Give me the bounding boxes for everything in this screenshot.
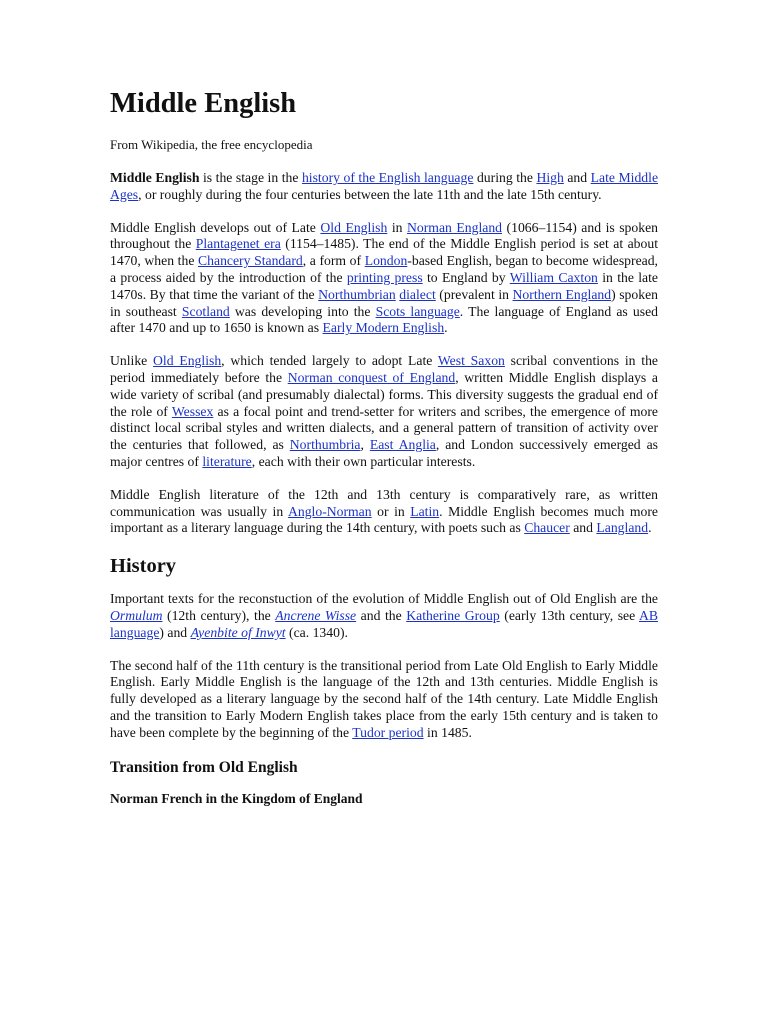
page-title: Middle English	[110, 88, 297, 119]
link-norman-conquest[interactable]: Norman conquest of England	[287, 369, 456, 385]
text-run: The second half of the 11th century is the transitional period from Late Old English to Early Middle English. Early Middle English is the language of the 12th and 13th centuries. Middle English is fully developed as a literary language by the second half of the 14th century. Late Middle English and the transition to Early Modern English takes place from the early 15th century and is taken to have been complete by the beginning of the	[110, 657, 658, 740]
text-run: as a focal point and trend-setter for writers and scribes, the emergence of more distinct local scribal styles and written dialects, and a general pattern of transition of activity over the centuries that followed, as	[110, 403, 659, 453]
text-run: , which tended largely to adopt Late	[221, 353, 438, 369]
text-run: Unlike	[110, 353, 154, 369]
intro-paragraph	[110, 170, 658, 204]
text-run: .	[648, 520, 652, 536]
link-plantagenet-era[interactable]: Plantagenet era	[195, 236, 281, 252]
bold-term: Middle English	[110, 170, 200, 185]
text-run: . The language of England as used after 1470 and up to 1650 is known as	[110, 303, 658, 336]
subsubsection-heading-norman-french: Norman French in the Kingdom of England	[110, 790, 363, 806]
link-old-english-2[interactable]: Old English	[153, 353, 222, 369]
link-high[interactable]: High	[536, 170, 564, 185]
link-william-caxton[interactable]: William Caxton	[509, 269, 598, 285]
link-tudor-period[interactable]: Tudor period	[352, 724, 424, 740]
text-run: and	[569, 520, 597, 536]
text-run: (prevalent in	[435, 286, 513, 302]
paragraph-origins	[110, 220, 658, 338]
subsection-heading-transition: Transition from Old English	[110, 758, 298, 776]
paragraph-literature	[110, 487, 658, 537]
link-langland[interactable]: Langland	[596, 520, 649, 536]
link-west-saxon[interactable]: West Saxon	[437, 353, 505, 369]
text-run: , a form of	[302, 253, 365, 269]
text-run: in 1485.	[423, 724, 472, 740]
link-east-anglia[interactable]: East Anglia	[369, 437, 436, 453]
link-london[interactable]: London	[364, 253, 408, 269]
text-run: (1066–1154) and is spoken throughout the	[110, 219, 659, 252]
text-run: , or roughly during the four centuries between the late 11th and the late 15th century.	[138, 186, 602, 202]
link-early-modern-english[interactable]: Early Modern English	[322, 320, 445, 336]
text-run: (12th century), the	[162, 607, 276, 623]
link-northern-england[interactable]: Northern England	[512, 286, 612, 302]
link-northumbria[interactable]: Northumbria	[289, 437, 361, 453]
text-run: is the stage in the	[199, 170, 302, 185]
text-run: in the late 1470s. By that time the variant of the	[110, 269, 659, 302]
text-run: scribal conventions in the period immediately before the	[110, 353, 659, 385]
text-run: ) and	[159, 624, 191, 640]
link-latin[interactable]: Latin	[410, 503, 440, 519]
text-run: in	[387, 219, 408, 235]
text-run: Middle English literature of the 12th and 13th century is comparatively rare, as written communication was usually in	[110, 486, 658, 519]
paragraph-periods	[110, 658, 658, 742]
link-chancery-standard[interactable]: Chancery Standard	[198, 253, 303, 269]
link-history-of-english[interactable]: history of the English language	[301, 170, 474, 185]
article-subtitle: From Wikipedia, the free encyclopedia	[110, 137, 313, 152]
link-ancrene-wisse[interactable]: Ancrene Wisse	[275, 607, 357, 623]
text-run: , and London successively emerged as major centres of	[110, 437, 658, 469]
text-run: , each with their own particular interests.	[251, 453, 476, 469]
link-literature[interactable]: literature	[202, 453, 252, 469]
link-norman-england[interactable]: Norman England	[407, 219, 503, 235]
text-run: ,	[360, 437, 370, 453]
text-run: , written Middle English displays a wide variety of scribal (and presumably dialectal) forms. This diversity suggests the gradual end of the role of	[110, 369, 658, 419]
paragraph-dialects	[110, 353, 658, 471]
text-run: .	[444, 320, 448, 336]
link-chaucer[interactable]: Chaucer	[524, 520, 570, 536]
link-northumbrian[interactable]: Northumbrian	[318, 286, 396, 302]
text-run: and	[563, 170, 591, 185]
text-run: ) spoken in southeast	[110, 286, 658, 319]
link-ayenbite-of-inwyt[interactable]: Ayenbite of Inwyt	[190, 624, 286, 640]
link-anglo-norman[interactable]: Anglo-Norman	[287, 503, 372, 519]
link-printing-press[interactable]: printing press	[346, 269, 423, 285]
link-dialect[interactable]: dialect	[399, 286, 436, 302]
text-run: to England by	[422, 269, 510, 285]
text-run: Middle English develops out of Late	[110, 219, 321, 235]
section-heading-history: History	[110, 555, 177, 578]
text-run: (1154–1485). The end of the Middle English period is set at about 1470, when the	[110, 236, 659, 269]
text-run: and the	[356, 607, 407, 623]
text-run: Important texts for the reconstuction of the evolution of Middle English out of Old English are the	[110, 591, 658, 607]
link-old-english[interactable]: Old English	[320, 219, 388, 235]
text-run: was developing into the	[229, 303, 376, 319]
link-ab-language[interactable]: AB language	[110, 607, 658, 640]
text-run: (early 13th century, see	[499, 607, 639, 623]
link-ormulum[interactable]: Ormulum	[110, 607, 163, 623]
link-scotland[interactable]: Scotland	[181, 303, 230, 319]
article-body	[110, 86, 658, 808]
text-run: . Middle English becomes much more important as a literary language during the 14th century, with poets such as	[110, 503, 658, 536]
link-late-middle-ages[interactable]: Late Middle Ages	[110, 170, 659, 202]
link-scots-language[interactable]: Scots language	[375, 303, 460, 319]
paragraph-texts	[110, 591, 658, 641]
text-run: (ca. 1340).	[285, 624, 348, 640]
link-wessex[interactable]: Wessex	[171, 403, 214, 419]
text-run: or in	[371, 503, 411, 519]
text-run: during the	[473, 170, 537, 185]
link-katherine-group[interactable]: Katherine Group	[406, 607, 500, 623]
text-run: -based English, began to become widespread, a process aided by the introduction of the	[110, 253, 658, 285]
